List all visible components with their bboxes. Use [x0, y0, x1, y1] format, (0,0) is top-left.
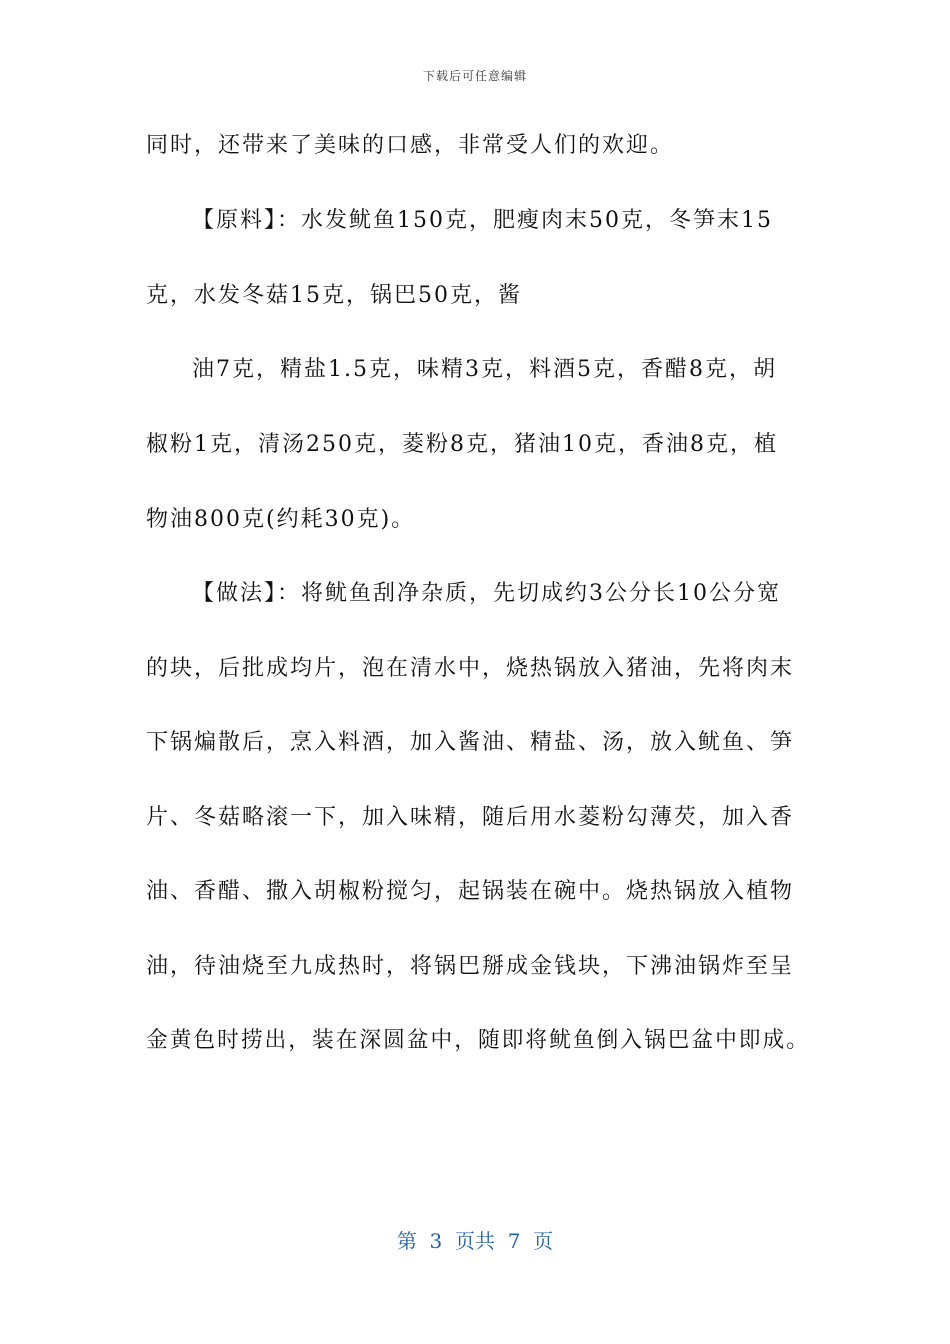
method-heading-line: 【做法】：将鱿鱼刮净杂质，先切成约3公分长10公分宽 [192, 581, 781, 606]
paragraph-line: 物油800克(约耗30克)。 [146, 507, 416, 532]
ingredients-heading-line: 【原料】：水发鱿鱼150克，肥瘦肉末50克，冬笋末15 [192, 208, 773, 233]
paragraph-line: 椒粉1克，清汤250克，菱粉8克，猪油10克，香油8克，植 [146, 432, 778, 457]
paragraph-line: 油、香醋、撒入胡椒粉搅匀，起锅装在碗中。烧热锅放入植物 [146, 879, 795, 904]
paragraph-line: 油，待油烧至九成热时，将锅巴掰成金钱块，下沸油锅炸至呈 [146, 954, 795, 979]
paragraph-line: 油7克，精盐1.5克，味精3克，料酒5克，香醋8克，胡 [192, 357, 777, 382]
paragraph-line: 同时，还带来了美味的口感，非常受人们的欢迎。 [146, 133, 675, 158]
paragraph-line: 片、冬菇略滚一下，加入味精，随后用水菱粉勾薄芡，加入香 [146, 805, 795, 830]
paragraph-line: 金黄色时捞出，装在深圆盆中，随即将鱿鱼倒入锅巴盆中即成。 [146, 1028, 810, 1053]
paragraph-line: 的块，后批成均片，泡在清水中，烧热锅放入猪油，先将肉末 [146, 656, 795, 681]
page-number-footer: 第 3 页共 7 页 [396, 1229, 554, 1253]
header-note: 下载后可任意编辑 [422, 69, 527, 83]
paragraph-line: 下锅煸散后，烹入料酒，加入酱油、精盐、汤，放入鱿鱼、笋 [146, 730, 795, 755]
paragraph-line: 克，水发冬菇15克，锅巴50克，酱 [146, 283, 522, 308]
